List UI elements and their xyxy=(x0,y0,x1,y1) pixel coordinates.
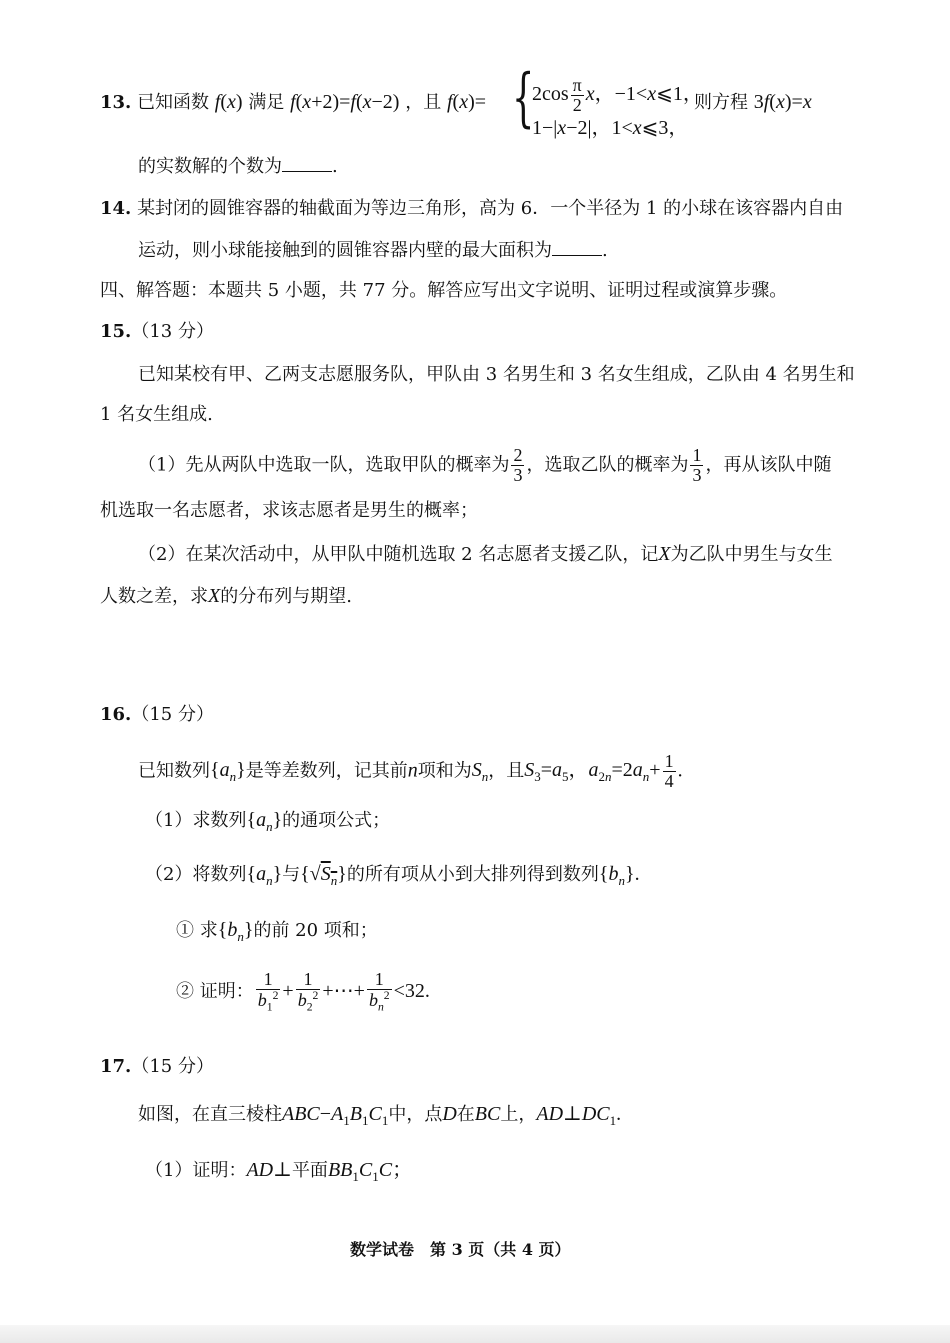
answer-blank xyxy=(552,254,602,256)
q16-sub1: ① 求$\{b_n\}$的前 20 项和； xyxy=(176,919,378,944)
section-heading: 四、解答题：本题共 5 小题，共 77 分。解答应写出文字说明、证明过程或演算步骤。 xyxy=(100,280,788,301)
question-number: 13. xyxy=(100,92,132,113)
q13-line1-end: 则方程 3f(x)=x xyxy=(694,91,812,113)
piecewise-case-1: 2cos $\frac{\pi}{2}$ x，−1<x⩽1， xyxy=(532,75,703,115)
page-footer: 数学试卷 第 3 页（共 4 页） xyxy=(350,1240,571,1259)
q17-intro: 如图，在直三棱柱$ABC-A_1B_1C_1$中，点D在BC上，$AD\perp DC_1$. xyxy=(138,1103,622,1128)
fraction-one-third: $\frac{1}{3}$ xyxy=(692,445,702,485)
q16-intro: 已知数列$\{a_n\}$是等差数列，记其前n项和为$S_n$，且$S_3=a_5$，$a_{2n}=2a_n+$ $\frac{1}{4}$ . xyxy=(138,751,683,791)
math-expr: f(x+2)=f(x−2) xyxy=(290,91,400,113)
fraction-one-quarter: $\frac{1}{4}$ xyxy=(664,751,674,791)
q15-part2: （2）在某次活动中，从甲队中随机选取 2 名志愿者支援乙队，记X为乙队中男生与女生 xyxy=(138,543,833,565)
q13-line1: 13. 已知函数 f(x) 满足 f(x+2)=f(x−2) ，且 f(x)= xyxy=(100,91,487,113)
math-expr: f(x) xyxy=(214,91,243,113)
q16-heading: 16.（15 分） xyxy=(100,704,214,725)
question-number: 14. xyxy=(100,198,132,219)
q16-part1: （1）求数列$\{a_n\}$的通项公式； xyxy=(145,809,391,834)
math-expr: f(x)= xyxy=(446,91,487,113)
scan-edge xyxy=(0,1325,950,1343)
q15-part2-cont: 人数之差，求X的分布列与期望. xyxy=(100,585,352,607)
q14-line2: 运动，则小球能接触到的圆锥容器内壁的最大面积为 . xyxy=(138,240,608,261)
q15-intro-1: 已知某校有甲、乙两支志愿服务队，甲队由 3 名男生和 3 名女生组成，乙队由 4 名男生和 xyxy=(138,364,855,385)
q17-heading: 17.（15 分） xyxy=(100,1056,214,1077)
q15-part1-cont: 机选取一名志愿者，求该志愿者是男生的概率； xyxy=(100,500,478,521)
piecewise-case-2: 1−|x−2|，1<x⩽3， xyxy=(532,117,689,139)
fraction-two-thirds: $\frac{2}{3}$ xyxy=(513,445,523,485)
q14-line1: 14. 某封闭的圆锥容器的轴截面为等边三角形，高为 6．一个半径为 1 的小球在该容器内自由 xyxy=(100,198,844,219)
answer-blank xyxy=(282,170,332,172)
math-expr: 3f(x)=x xyxy=(753,91,812,113)
q16-sub2: ② 证明： $\frac{1}{b_1^2}$ + $\frac{1}{b_2^2}$ +⋯+ $\frac{1}{b_n^2}$ <32. xyxy=(176,969,430,1014)
q15-part1: （1）先从两队中选取一队，选取甲队的概率为 $\frac{2}{3}$ ，选取乙队的概率为 $\frac{1}{3}$ ，再从该队中随 xyxy=(138,445,832,485)
q16-part2: （2）将数列$\{a_n\}$与$\{√S_n\}$的所有项从小到大排列得到数列$\{b_n\}$. xyxy=(145,863,640,888)
piecewise-brace: { xyxy=(512,61,535,135)
q15-heading: 15.（13 分） xyxy=(100,321,214,342)
q15-intro-2: 1 名女生组成. xyxy=(100,404,213,425)
q13-line2: 的实数解的个数为 . xyxy=(138,156,338,177)
q17-part1: （1）证明：AD⊥平面$BB_1C_1C$； xyxy=(145,1159,413,1184)
